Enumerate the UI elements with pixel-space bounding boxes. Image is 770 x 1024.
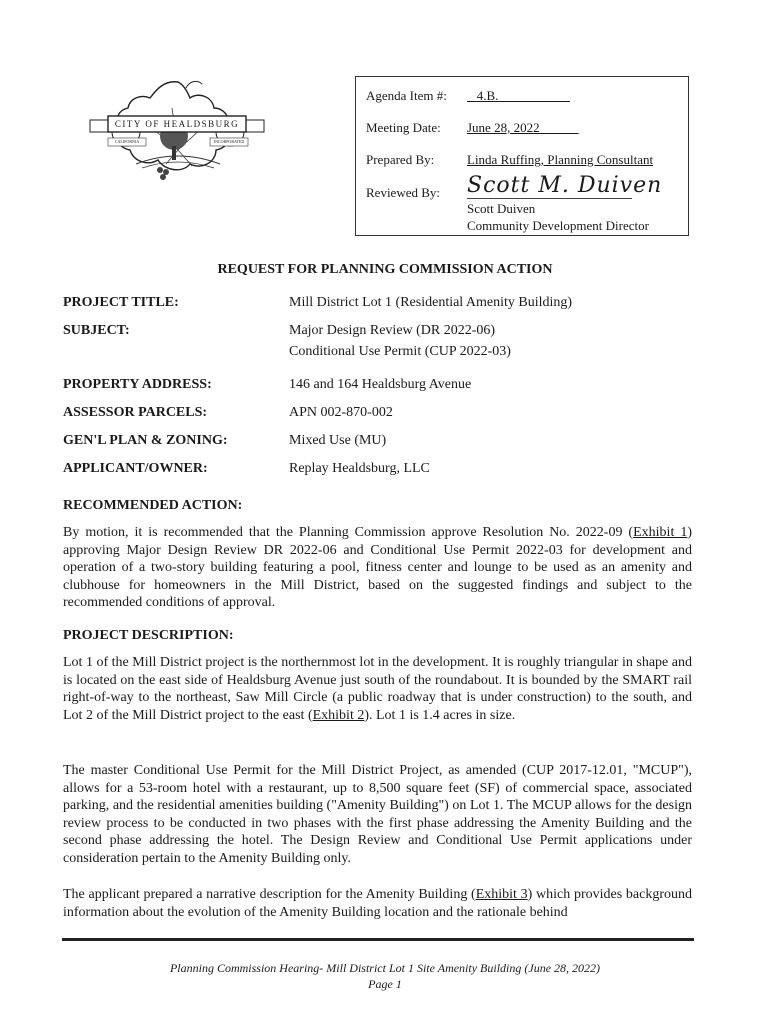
project-title-label: PROJECT TITLE:: [63, 295, 179, 310]
agenda-item-label: Agenda Item #:: [366, 88, 447, 103]
reviewer-title: Community Development Director: [467, 218, 649, 233]
property-address-label: PROPERTY ADDRESS:: [63, 377, 212, 392]
subject-label: SUBJECT:: [63, 323, 130, 338]
recommended-action-text: [63, 524, 692, 612]
meeting-date-text: June 28, 2022: [467, 120, 540, 135]
page-number: Page 1: [368, 977, 402, 991]
description-p1-end: ). Lot 1 is 1.4 acres in size.: [364, 707, 516, 723]
assessor-parcels-label: ASSESSOR PARCELS:: [63, 405, 208, 420]
agenda-info-box: [355, 76, 689, 236]
description-p1-start: Lot 1 of the Mill District project is the northernmost lot in the development. It is roughly triangular in shape and is located on the east side of Healdsburg Avenue just south of the roundabout. It is bounded by the SMART rail right-of-way to the northeast, Saw Mill Circle (a public roadway that is under construction) to the south, and Lot 2 of the Mill District project to the east (: [63, 655, 692, 723]
assessor-parcels-value: APN 002-870-002: [289, 405, 393, 420]
zoning-label: GEN'L PLAN & ZONING:: [63, 433, 228, 448]
recommended-action-heading: RECOMMENDED ACTION:: [63, 498, 243, 513]
agenda-item-number: 4.B.: [476, 88, 499, 103]
zoning-value: Mixed Use (MU): [289, 433, 387, 448]
logo-left-small-text: CALIFORNIA: [114, 139, 140, 144]
prepared-by-value: Linda Ruffing, Planning Consultant: [467, 152, 654, 167]
reviewed-by-label: Reviewed By:: [366, 185, 441, 200]
reviewer-name: Scott Duiven: [467, 201, 536, 216]
recommended-text-end: ) approving Major Design Review DR 2022-06 and Conditional Use Permit 2022-03 for development and operation of a two-story building featuring a pool, fitness center and lounge to be used as an amenity and clubhouse for homeowners in the Mill District, based on the suggested findings and subject to the recommended conditions of approval.: [63, 525, 692, 610]
description-paragraph-2: The master Conditional Use Permit for the Mill District Project, as amended (CUP 2017-12.01, "MCUP"), allows for a 53-room hotel with a restaurant, up to 8,500 square feet (SF) of commercial space, associated parking, and the residential amenities building ("Amenity Building") on Lot 1. The MCUP allows for the design review process to be conducted in two phases with the first phase addressing the Amenity Building and the second phase addressing the hotel. The Design Review and Conditional Use Permit applications under consideration pertain to the Amenity Building only.: [63, 763, 692, 866]
reviewer-signature: Scott M. Duiven: [467, 173, 663, 198]
footer-text: Planning Commission Hearing- Mill District Lot 1 Site Amenity Building (June 28, 2022): [169, 961, 601, 975]
logo-banner-text: CITY OF HEALDSBURG: [114, 119, 240, 129]
project-description-heading: PROJECT DESCRIPTION:: [63, 628, 234, 643]
description-p3-end: ) which provides background information about the evolution of the Amenity Building location and the rationale behind: [63, 887, 692, 920]
footer-divider: [62, 938, 694, 941]
project-title-value: Mill District Lot 1 (Residential Amenity Building): [289, 295, 573, 310]
subject-line-1: Major Design Review (DR 2022-06): [289, 323, 496, 338]
applicant-value: Replay Healdsburg, LLC: [289, 461, 430, 476]
signature-line: [467, 198, 632, 199]
description-paragraph-1: [63, 654, 692, 724]
logo-right-small-text: INCORPORATED: [213, 139, 245, 144]
prepared-by-label: Prepared By:: [366, 152, 435, 167]
city-logo: [86, 78, 268, 186]
meeting-date-value: [467, 120, 579, 136]
subject-line-2: Conditional Use Permit (CUP 2022-03): [289, 344, 511, 359]
description-paragraph-3: [63, 886, 692, 921]
exhibit-3-link[interactable]: Exhibit 3: [475, 887, 528, 902]
property-address-value: 146 and 164 Healdsburg Avenue: [289, 377, 472, 392]
meeting-date-label: Meeting Date:: [366, 120, 441, 135]
applicant-label: APPLICANT/OWNER:: [63, 461, 208, 476]
exhibit-2-link[interactable]: Exhibit 2: [312, 707, 365, 723]
page-title: REQUEST FOR PLANNING COMMISSION ACTION: [217, 262, 553, 277]
exhibit-1-link[interactable]: Exhibit 1: [633, 525, 688, 540]
recommended-text-start: By motion, it is recommended that the Planning Commission approve Resolution No. 2022-09 (: [63, 525, 634, 540]
agenda-item-value: [467, 88, 570, 104]
description-p3-start: The applicant prepared a narrative description for the Amenity Building (: [63, 887, 476, 902]
